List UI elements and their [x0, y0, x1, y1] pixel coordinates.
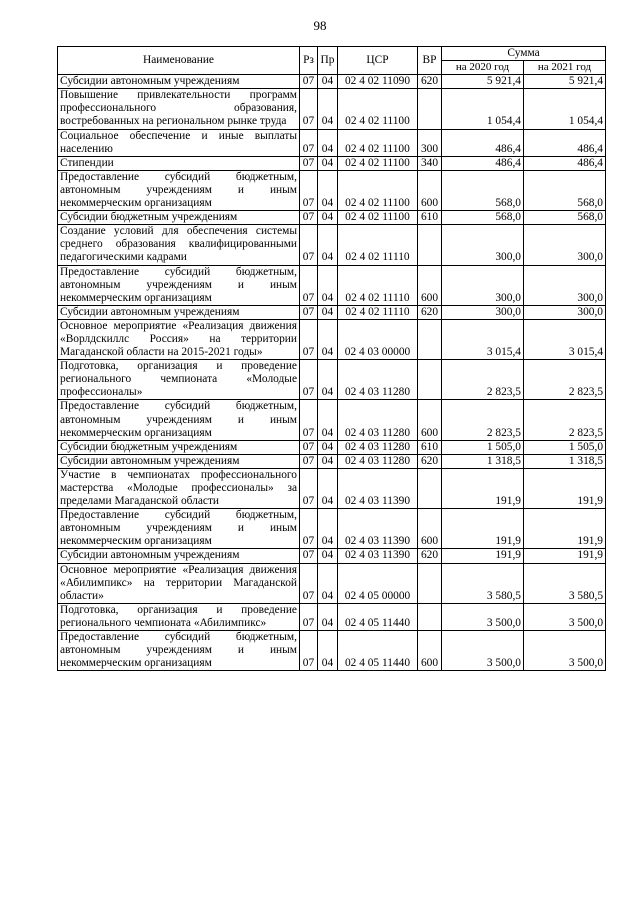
- cell-rz: 07: [300, 319, 318, 359]
- cell-name: Предоставление субсидий бюджетным, автономным учреждениям и иным некоммерческим организациям: [58, 631, 300, 671]
- table-body: [58, 75, 606, 671]
- cell-vr: [418, 89, 442, 129]
- cell-y2020: 1 054,4: [442, 89, 524, 129]
- cell-y2020: 191,9: [442, 468, 524, 508]
- cell-rz: 07: [300, 603, 318, 630]
- header-name: Наименование: [58, 47, 300, 75]
- table-row: [58, 563, 606, 603]
- cell-pr: 04: [318, 75, 338, 89]
- table-row: [58, 225, 606, 265]
- cell-csr: 02 4 05 11440: [338, 631, 418, 671]
- cell-vr: [418, 319, 442, 359]
- cell-y2020: 486,4: [442, 129, 524, 156]
- cell-name: Подготовка, организация и проведение регионального чемпионата «Молодые профессионалы»: [58, 360, 300, 400]
- cell-csr: 02 4 03 00000: [338, 319, 418, 359]
- cell-name: Субсидии автономным учреждениям: [58, 549, 300, 563]
- cell-name: Создание условий для обеспечения системы среднего образования квалифицированными педагогическими кадрами: [58, 225, 300, 265]
- header-pr: Пр: [318, 47, 338, 75]
- cell-y2021: 568,0: [524, 211, 606, 225]
- cell-rz: 07: [300, 305, 318, 319]
- cell-rz: 07: [300, 549, 318, 563]
- cell-y2021: 300,0: [524, 225, 606, 265]
- cell-vr: [418, 468, 442, 508]
- cell-pr: 04: [318, 631, 338, 671]
- cell-y2021: 3 580,5: [524, 563, 606, 603]
- table-row: [58, 305, 606, 319]
- cell-csr: 02 4 02 11100: [338, 129, 418, 156]
- header-csr: ЦСР: [338, 47, 418, 75]
- cell-rz: 07: [300, 129, 318, 156]
- cell-rz: 07: [300, 211, 318, 225]
- table-row: [58, 211, 606, 225]
- cell-name: Основное мероприятие «Реализация движения «Ворлдскиллс Россия» на территории Магаданской области на 2015-2021 годы»: [58, 319, 300, 359]
- cell-y2021: 568,0: [524, 170, 606, 210]
- cell-pr: 04: [318, 603, 338, 630]
- cell-csr: 02 4 03 11280: [338, 360, 418, 400]
- header-year-2020: на 2020 год: [442, 61, 524, 75]
- cell-csr: 02 4 02 11110: [338, 305, 418, 319]
- table-row: [58, 89, 606, 129]
- cell-vr: [418, 603, 442, 630]
- cell-pr: 04: [318, 89, 338, 129]
- cell-csr: 02 4 03 11390: [338, 509, 418, 549]
- cell-y2020: 3 015,4: [442, 319, 524, 359]
- cell-name: Субсидии автономным учреждениям: [58, 75, 300, 89]
- cell-csr: 02 4 02 11110: [338, 265, 418, 305]
- cell-y2021: 486,4: [524, 156, 606, 170]
- cell-name: Субсидии автономным учреждениям: [58, 305, 300, 319]
- cell-pr: 04: [318, 305, 338, 319]
- cell-rz: 07: [300, 631, 318, 671]
- cell-y2021: 1 505,0: [524, 440, 606, 454]
- cell-vr: [418, 360, 442, 400]
- cell-name: Предоставление субсидий бюджетным, автономным учреждениям и иным некоммерческим организациям: [58, 170, 300, 210]
- cell-csr: 02 4 02 11090: [338, 75, 418, 89]
- cell-y2020: 3 580,5: [442, 563, 524, 603]
- cell-vr: 620: [418, 549, 442, 563]
- cell-vr: 600: [418, 509, 442, 549]
- cell-pr: 04: [318, 225, 338, 265]
- cell-pr: 04: [318, 319, 338, 359]
- cell-name: Основное мероприятие «Реализация движения «Абилимпикс» на территории Магаданской области»: [58, 563, 300, 603]
- cell-y2021: 191,9: [524, 468, 606, 508]
- cell-rz: 07: [300, 360, 318, 400]
- cell-csr: 02 4 03 11390: [338, 549, 418, 563]
- table-row: [58, 129, 606, 156]
- cell-pr: 04: [318, 509, 338, 549]
- cell-y2020: 568,0: [442, 211, 524, 225]
- cell-name: Социальное обеспечение и иные выплаты населению: [58, 129, 300, 156]
- cell-rz: 07: [300, 265, 318, 305]
- cell-y2020: 3 500,0: [442, 603, 524, 630]
- cell-y2020: 1 505,0: [442, 440, 524, 454]
- cell-rz: 07: [300, 563, 318, 603]
- cell-pr: 04: [318, 360, 338, 400]
- cell-csr: 02 4 03 11280: [338, 454, 418, 468]
- cell-y2021: 2 823,5: [524, 360, 606, 400]
- cell-pr: 04: [318, 440, 338, 454]
- cell-rz: 07: [300, 400, 318, 440]
- cell-pr: 04: [318, 468, 338, 508]
- cell-csr: 02 4 03 11390: [338, 468, 418, 508]
- cell-rz: 07: [300, 509, 318, 549]
- cell-name: Субсидии бюджетным учреждениям: [58, 211, 300, 225]
- cell-y2021: 486,4: [524, 129, 606, 156]
- cell-y2021: 1 318,5: [524, 454, 606, 468]
- table-header: [58, 47, 606, 75]
- table-row: [58, 440, 606, 454]
- header-rz: Рз: [300, 47, 318, 75]
- cell-csr: 02 4 02 11100: [338, 156, 418, 170]
- cell-vr: [418, 563, 442, 603]
- cell-csr: 02 4 02 11100: [338, 89, 418, 129]
- table-row: [58, 454, 606, 468]
- cell-pr: 04: [318, 265, 338, 305]
- cell-name: Предоставление субсидий бюджетным, автономным учреждениям и иным некоммерческим организациям: [58, 509, 300, 549]
- header-year-2021: на 2021 год: [524, 61, 606, 75]
- table-row: [58, 156, 606, 170]
- table-row: [58, 319, 606, 359]
- cell-pr: 04: [318, 549, 338, 563]
- cell-csr: 02 4 03 11280: [338, 440, 418, 454]
- table-row: [58, 509, 606, 549]
- cell-rz: 07: [300, 89, 318, 129]
- cell-csr: 02 4 05 11440: [338, 603, 418, 630]
- cell-y2020: 300,0: [442, 225, 524, 265]
- cell-vr: 600: [418, 400, 442, 440]
- cell-rz: 07: [300, 440, 318, 454]
- cell-y2021: 300,0: [524, 305, 606, 319]
- cell-vr: 610: [418, 440, 442, 454]
- cell-y2020: 1 318,5: [442, 454, 524, 468]
- cell-y2020: 191,9: [442, 509, 524, 549]
- cell-y2020: 2 823,5: [442, 360, 524, 400]
- cell-y2021: 191,9: [524, 509, 606, 549]
- cell-pr: 04: [318, 563, 338, 603]
- table-row: [58, 360, 606, 400]
- table-row: [58, 265, 606, 305]
- cell-vr: 620: [418, 454, 442, 468]
- cell-vr: 340: [418, 156, 442, 170]
- cell-y2020: 191,9: [442, 549, 524, 563]
- cell-csr: 02 4 02 11100: [338, 170, 418, 210]
- cell-y2021: 3 500,0: [524, 603, 606, 630]
- cell-y2020: 3 500,0: [442, 631, 524, 671]
- cell-y2020: 2 823,5: [442, 400, 524, 440]
- cell-name: Участие в чемпионатах профессионального мастерства «Молодые профессионалы» за пределами Магаданской области: [58, 468, 300, 508]
- cell-name: Повышение привлекательности программ профессионального образования, востребованных на региональном рынке труда: [58, 89, 300, 129]
- table-row: [58, 603, 606, 630]
- cell-rz: 07: [300, 454, 318, 468]
- table-row: [58, 75, 606, 89]
- cell-vr: 610: [418, 211, 442, 225]
- cell-y2021: 3 500,0: [524, 631, 606, 671]
- cell-y2020: 300,0: [442, 305, 524, 319]
- budget-table: [57, 46, 606, 671]
- cell-vr: [418, 225, 442, 265]
- cell-pr: 04: [318, 129, 338, 156]
- cell-rz: 07: [300, 170, 318, 210]
- cell-y2021: 2 823,5: [524, 400, 606, 440]
- cell-pr: 04: [318, 156, 338, 170]
- cell-y2021: 191,9: [524, 549, 606, 563]
- cell-y2020: 300,0: [442, 265, 524, 305]
- page-number: 98: [313, 18, 327, 33]
- table-row: [58, 549, 606, 563]
- cell-y2020: 568,0: [442, 170, 524, 210]
- cell-vr: 620: [418, 75, 442, 89]
- cell-pr: 04: [318, 211, 338, 225]
- cell-pr: 04: [318, 454, 338, 468]
- cell-vr: 600: [418, 631, 442, 671]
- cell-csr: 02 4 02 11100: [338, 211, 418, 225]
- cell-pr: 04: [318, 170, 338, 210]
- cell-vr: 600: [418, 170, 442, 210]
- cell-name: Субсидии бюджетным учреждениям: [58, 440, 300, 454]
- table-row: [58, 170, 606, 210]
- cell-csr: 02 4 03 11280: [338, 400, 418, 440]
- cell-name: Стипендии: [58, 156, 300, 170]
- table-row: [58, 631, 606, 671]
- cell-vr: 600: [418, 265, 442, 305]
- table-row: [58, 468, 606, 508]
- cell-rz: 07: [300, 225, 318, 265]
- cell-vr: 300: [418, 129, 442, 156]
- cell-y2021: 300,0: [524, 265, 606, 305]
- cell-rz: 07: [300, 468, 318, 508]
- cell-name: Предоставление субсидий бюджетным, автономным учреждениям и иным некоммерческим организациям: [58, 400, 300, 440]
- cell-csr: 02 4 02 11110: [338, 225, 418, 265]
- cell-y2020: 486,4: [442, 156, 524, 170]
- cell-vr: 620: [418, 305, 442, 319]
- header-vr: ВР: [418, 47, 442, 75]
- cell-rz: 07: [300, 75, 318, 89]
- cell-name: Предоставление субсидий бюджетным, автономным учреждениям и иным некоммерческим организациям: [58, 265, 300, 305]
- cell-name: Подготовка, организация и проведение регионального чемпионата «Абилимпикс»: [58, 603, 300, 630]
- cell-y2021: 5 921,4: [524, 75, 606, 89]
- header-sum: Сумма: [442, 47, 606, 61]
- cell-name: Субсидии автономным учреждениям: [58, 454, 300, 468]
- cell-y2021: 3 015,4: [524, 319, 606, 359]
- table-row: [58, 400, 606, 440]
- cell-y2021: 1 054,4: [524, 89, 606, 129]
- cell-rz: 07: [300, 156, 318, 170]
- cell-pr: 04: [318, 400, 338, 440]
- cell-y2020: 5 921,4: [442, 75, 524, 89]
- cell-csr: 02 4 05 00000: [338, 563, 418, 603]
